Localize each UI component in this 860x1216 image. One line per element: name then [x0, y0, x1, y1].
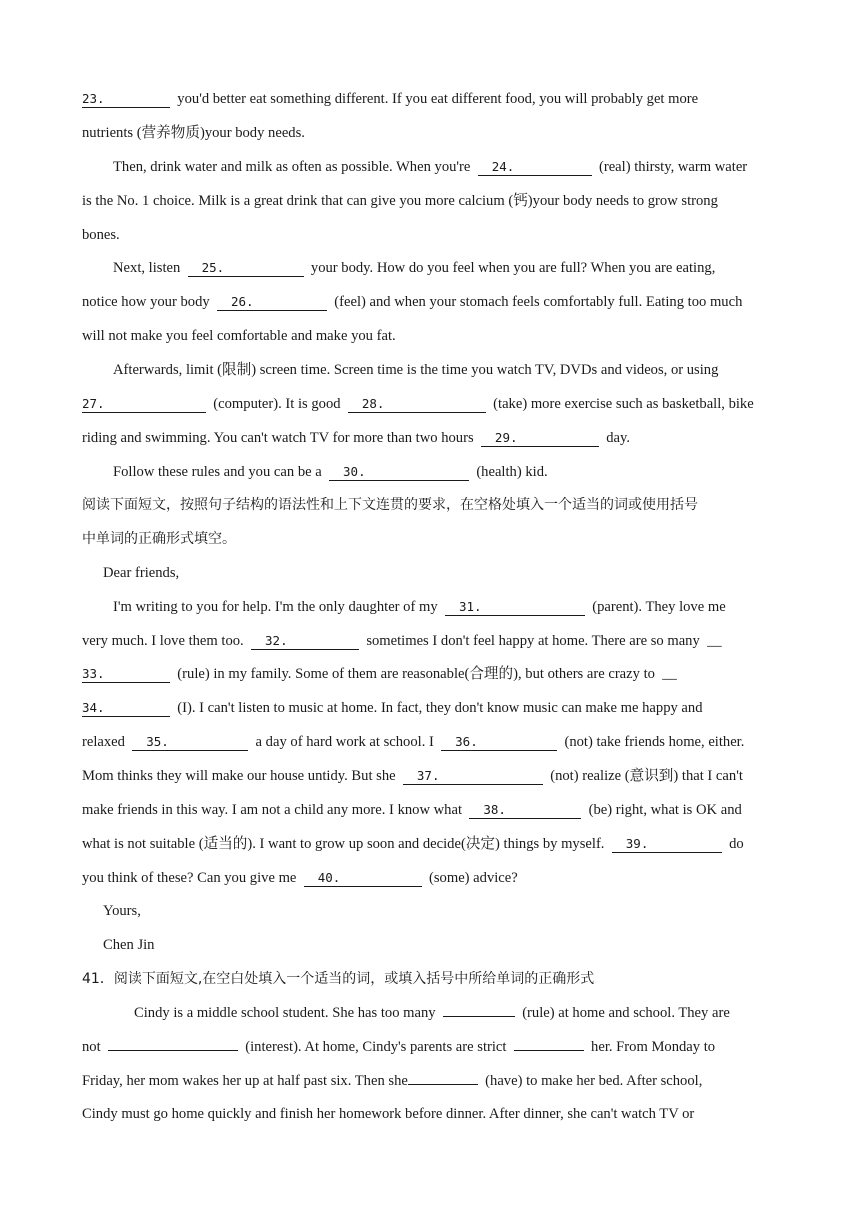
text-line	[82, 428, 630, 448]
text-segment: (interest). At home, Cindy's parents are strict	[237, 1039, 514, 1055]
text-segment: make friends in this way. I am not a child any more. I know what	[82, 802, 470, 818]
text-segment: not	[82, 1039, 108, 1055]
text-segment: (computer). It is good	[206, 396, 348, 412]
answer-blank[interactable]: 33.	[82, 666, 170, 683]
text-line	[113, 360, 718, 380]
answer-blank[interactable]: 35.	[132, 734, 248, 751]
text-segment: (parent). They love me	[584, 599, 726, 615]
answer-blank[interactable]: 40.	[304, 870, 422, 887]
text-segment: 41．阅读下面短文,在空白处填入一个适当的词，或填入括号中所给单词的正确形式	[82, 971, 595, 987]
answer-blank[interactable]: 27.	[82, 396, 206, 413]
answer-blank[interactable]: 37.	[403, 768, 543, 785]
text-line	[82, 1104, 694, 1124]
text-segment: Follow these rules and you can be a	[113, 464, 330, 480]
text-line	[82, 394, 754, 414]
text-line	[82, 123, 305, 143]
text-line	[103, 935, 154, 955]
text-line	[82, 800, 742, 820]
text-segment: 阅读下面短文，按照句子结构的语法性和上下文连贯的要求，在空格处填入一个适当的词或使用括号	[82, 497, 698, 513]
text-line	[82, 766, 743, 786]
answer-blank[interactable]	[514, 1050, 584, 1051]
answer-blank[interactable]	[443, 1016, 515, 1017]
text-segment: what is not suitable (适当的). I want to grow up soon and decide(决定) things by myself.	[82, 836, 612, 852]
text-line	[82, 225, 120, 245]
answer-blank[interactable]: 38.	[469, 802, 581, 819]
answer-blank[interactable]: 26.	[217, 294, 327, 311]
text-line	[82, 834, 744, 854]
text-segment: 中单词的正确形式填空。	[82, 531, 236, 547]
text-segment: will not make you feel comfortable and make you fat.	[82, 328, 396, 344]
text-line	[82, 495, 698, 515]
text-segment: very much. I love them too.	[82, 633, 252, 649]
answer-blank[interactable]: 30.	[329, 464, 469, 481]
text-segment: (I). I can't listen to music at home. In fact, they don't know music can make me happy and	[170, 700, 703, 716]
answer-blank[interactable]: 34.	[82, 700, 170, 717]
text-segment: her. From Monday to	[583, 1039, 716, 1055]
text-segment: notice how your body	[82, 294, 217, 310]
text-segment: you think of these? Can you give me	[82, 870, 304, 886]
text-segment: Mom thinks they will make our house untidy. But she	[82, 768, 403, 784]
answer-blank[interactable]	[408, 1084, 478, 1085]
text-segment: Then, drink water and milk as often as possible. When you're	[113, 159, 478, 175]
text-line	[113, 258, 715, 278]
text-segment: Yours,	[103, 903, 141, 919]
answer-blank[interactable]: 39.	[612, 836, 722, 853]
answer-blank[interactable]: 36.	[441, 734, 557, 751]
text-segment: Afterwards, limit (限制) screen time. Screen time is the time you watch TV, DVDs and videos, or using	[113, 362, 719, 378]
answer-blank[interactable]: 31.	[445, 599, 585, 616]
text-segment: Dear friends,	[103, 565, 180, 581]
text-segment: Next, listen	[113, 260, 188, 276]
text-line	[82, 664, 677, 684]
text-segment: (some) advice?	[421, 870, 518, 886]
text-line	[103, 563, 179, 583]
text-line	[82, 732, 744, 752]
text-segment: you'd better eat something different. If you eat different food, you will probably get more	[170, 91, 699, 107]
text-line	[82, 698, 703, 718]
text-segment: (be) right, what is OK and	[581, 802, 742, 818]
text-line	[103, 901, 141, 921]
text-segment: Friday, her mom wakes her up at half past six. Then she	[82, 1073, 408, 1089]
text-segment: riding and swimming. You can't watch TV for more than two hours	[82, 430, 481, 446]
text-segment: (real) thirsty, warm water	[591, 159, 748, 175]
text-segment: (rule) at home and school. They are	[514, 1005, 730, 1021]
text-segment: do	[721, 836, 744, 852]
answer-blank[interactable]	[108, 1050, 238, 1051]
text-segment: (have) to make her bed. After school,	[477, 1073, 703, 1089]
text-line	[82, 89, 698, 109]
answer-blank[interactable]: 32.	[251, 633, 359, 650]
text-segment: is the No. 1 choice. Milk is a great drink that can give you more calcium (钙)your body needs to grow strong	[82, 193, 718, 209]
text-line	[82, 1037, 715, 1057]
text-segment: (health) kid.	[469, 464, 548, 480]
text-segment: (feel) and when your stomach feels comfortably full. Eating too much	[326, 294, 743, 310]
text-segment: I'm writing to you for help. I'm the only daughter of my	[113, 599, 445, 615]
text-line	[82, 868, 518, 888]
answer-blank[interactable]: 25.	[188, 260, 304, 277]
text-segment: sometimes I don't feel happy at home. There are so many __	[359, 633, 722, 649]
text-line	[82, 326, 396, 346]
text-segment: a day of hard work at school. I	[248, 734, 442, 750]
text-line	[113, 462, 548, 482]
answer-blank[interactable]: 29.	[481, 430, 599, 447]
text-segment: Cindy must go home quickly and finish her homework before dinner. After dinner, she can't watch TV or	[82, 1106, 695, 1122]
text-segment: day.	[598, 430, 630, 446]
answer-blank[interactable]: 24.	[478, 159, 592, 176]
text-line	[82, 1071, 702, 1091]
text-line	[82, 191, 718, 211]
text-segment: your body. How do you feel when you are full? When you are eating,	[303, 260, 716, 276]
text-line	[82, 969, 594, 989]
text-segment: Chen Jin	[103, 937, 155, 953]
text-line	[82, 631, 722, 651]
text-segment: bones.	[82, 227, 120, 243]
text-segment: (not) take friends home, either.	[557, 734, 745, 750]
text-line	[82, 292, 742, 312]
text-line	[134, 1003, 730, 1023]
text-segment: (rule) in my family. Some of them are reasonable(合理的), but others are crazy to __	[170, 666, 677, 682]
text-segment: nutrients (营养物质)your body needs.	[82, 125, 305, 141]
text-segment: (take) more exercise such as basketball, bike	[485, 396, 754, 412]
text-segment: Cindy is a middle school student. She has too many	[134, 1005, 443, 1021]
text-line	[113, 157, 747, 177]
text-segment: relaxed	[82, 734, 133, 750]
text-line	[82, 529, 236, 549]
answer-blank[interactable]: 28.	[348, 396, 486, 413]
text-segment: (not) realize (意识到) that I can't	[542, 768, 743, 784]
answer-blank[interactable]: 23.	[82, 91, 170, 108]
text-line	[113, 597, 726, 617]
